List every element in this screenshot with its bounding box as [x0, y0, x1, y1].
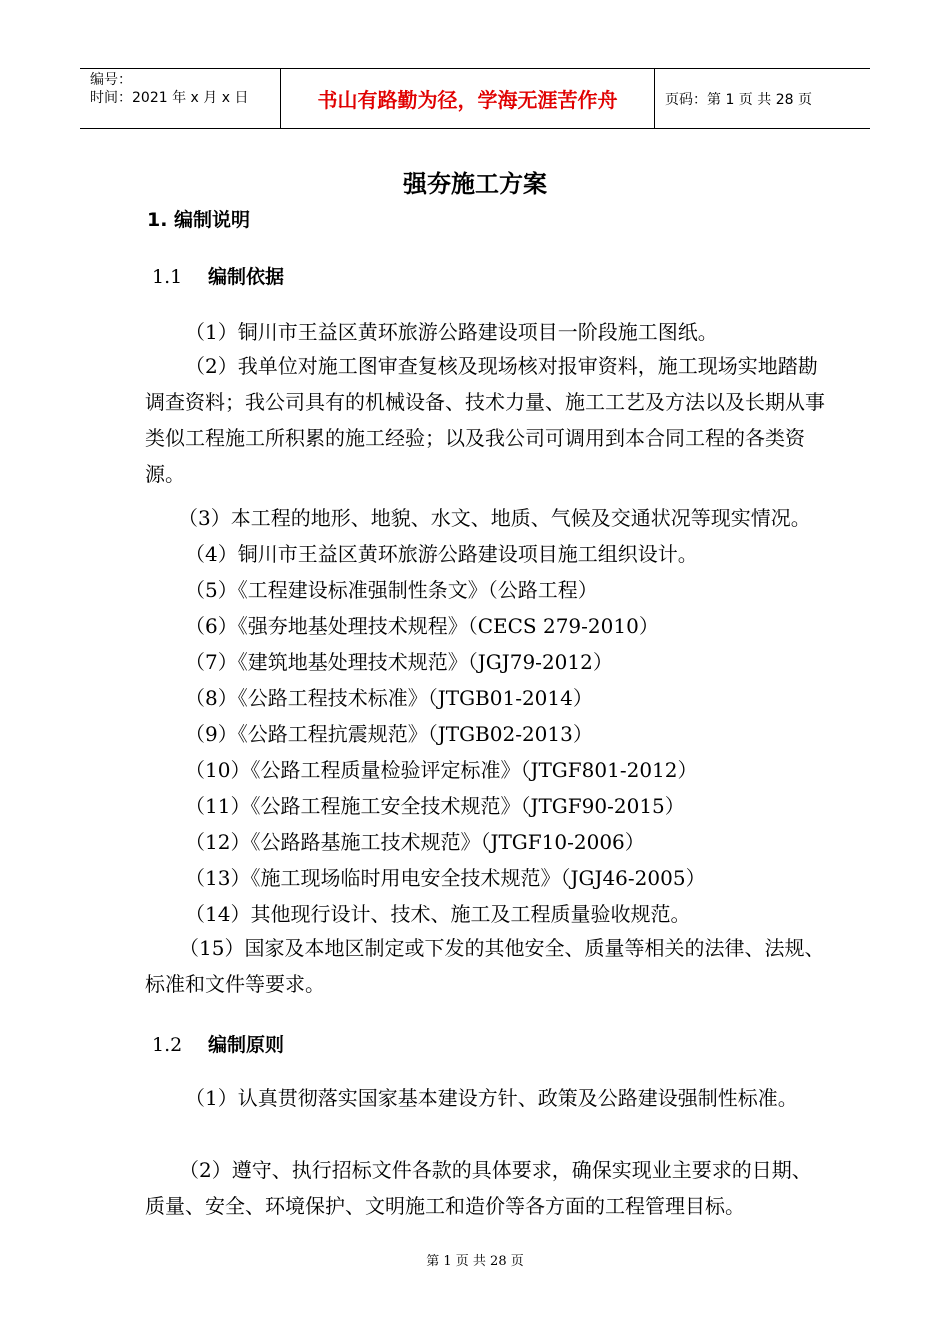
- subsection-title: 编制原则: [208, 1034, 285, 1056]
- list-item: （2）我单位对施工图审查复核及现场核对报审资料，施工现场实地踏勘调查资料；我公司具有的机械设备、技术力量、施工工艺及方法以及长期从事类似工程施工所积累的施工经验；以及我公司可调用到本合同工程的各类资源。: [145, 354, 825, 486]
- list-item: （13）《施工现场临时用电安全技术规范》（JGJ46-2005）: [185, 866, 706, 890]
- list-item: （3）本工程的地形、地貌、水文、地质、气候及交通状况等现实情况。: [178, 506, 811, 530]
- page-footer: 第 1 页 共 28 页: [426, 1254, 524, 1269]
- list-item: （8）《公路工程技术标准》（JTGB01-2014）: [185, 686, 593, 710]
- list-item: （1）铜川市王益区黄环旅游公路建设项目一阶段施工图纸。: [185, 320, 718, 344]
- list-item: （2）遵守、执行招标文件各款的具体要求，确保实现业主要求的日期、质量、安全、环境保护、文明施工和造价等各方面的工程管理目标。: [145, 1158, 812, 1218]
- list-item: （12）《公路路基施工技术规范》（JTGF10-2006）: [185, 830, 645, 854]
- list-item: （11）《公路工程施工安全技术规范》（JTGF90-2015）: [185, 794, 685, 818]
- subsection-number: 1.1: [152, 266, 183, 288]
- header-page-info: 页码：第 1 页 共 28 页: [665, 91, 812, 108]
- list-item: （5）《工程建设标准强制性条文》（公路工程）: [185, 578, 598, 602]
- section-heading-1: 1. 编制说明: [147, 209, 251, 231]
- number-label: 编号：: [90, 72, 132, 88]
- subsection-title: 编制依据: [208, 266, 285, 288]
- list-item: （15）国家及本地区制定或下发的其他安全、质量等相关的法律、法规、标准和文件等要求。: [145, 936, 825, 996]
- subsection-number: 1.2: [152, 1034, 183, 1056]
- subsection-heading-1-1: [152, 262, 284, 289]
- list-item: （14）其他现行设计、技术、施工及工程质量验收规范。: [185, 902, 691, 926]
- list-item: （7）《建筑地基处理技术规范》（JGJ79-2012）: [185, 650, 613, 674]
- subsection-heading-1-2: [152, 1030, 284, 1057]
- header-meta-cell: [80, 69, 281, 128]
- list-item: （1）认真贯彻落实国家基本建设方针、政策及公路建设强制性标准。: [185, 1086, 798, 1110]
- time-label: 时间：2021 年 x 月 x 日: [90, 90, 249, 106]
- header-motto: 书山有路勤为径，学海无涯苦作舟: [281, 69, 655, 128]
- page-header-table: [80, 68, 870, 129]
- list-item: （6）《强夯地基处理技术规程》（CECS 279-2010）: [185, 614, 659, 638]
- list-item: （4）铜川市王益区黄环旅游公路建设项目施工组织设计。: [185, 542, 698, 566]
- list-item: （10）《公路工程质量检验评定标准》（JTGF801-2012）: [185, 758, 698, 782]
- document-title: 强夯施工方案: [403, 170, 547, 198]
- list-item: （9）《公路工程抗震规范》（JTGB02-2013）: [185, 722, 593, 746]
